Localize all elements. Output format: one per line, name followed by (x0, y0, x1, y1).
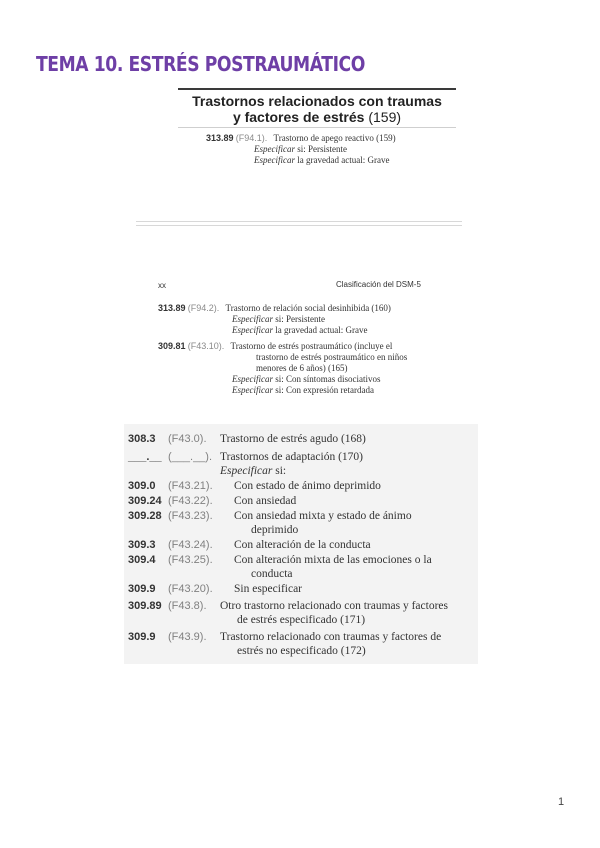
entry-adaptacion-sin-especificar (128, 582, 303, 596)
disorder-name: Con estado de ánimo deprimido (234, 480, 381, 492)
disorder-name-continued: trastorno de estrés postraumático en niños (256, 352, 408, 362)
icd-code: (F43.20). (168, 583, 213, 595)
specifier-text: si: Persistente (273, 314, 325, 324)
entry-adaptacion-deprimido (128, 479, 381, 493)
disorder-name: Trastornos de adaptación (170) (220, 451, 363, 463)
specifier-label: Especificar (254, 155, 295, 165)
disorder-name-continued: menores de 6 años) (165) (256, 363, 348, 373)
icd-code: (F43.25). (168, 554, 213, 566)
specifier-label: Especificar (220, 465, 273, 477)
scan-divider (136, 221, 462, 229)
disorder-name: Otro trastorno relacionado con traumas y factores (220, 600, 448, 612)
code: 308.3 (128, 433, 156, 445)
disorder-name: Sin especificar (234, 583, 303, 595)
header-page: (159) (368, 109, 402, 125)
specifier-label: Especificar (254, 144, 295, 154)
header-line-2: y factores de estrés (232, 109, 365, 125)
specifier-text: si: Con síntomas disociativos (273, 374, 381, 384)
icd-code: (F43.10). (187, 341, 225, 351)
specifier-label: Especificar (232, 325, 273, 335)
entry-adaptacion (128, 450, 363, 464)
code: 309.28 (128, 510, 162, 522)
specifier-line (232, 374, 381, 385)
disorder-name: Con alteración de la conducta (234, 539, 371, 551)
code: 309.24 (128, 495, 162, 507)
specifier-text: si: Con expresión retardada (273, 385, 374, 395)
entry-adaptacion-emociones (128, 553, 432, 567)
disorder-name-continued: de estrés especificado (171) (237, 614, 366, 626)
disorder-name: Trastorno de relación social desinhibida (160) (225, 303, 391, 313)
header-bottom-rule (178, 127, 456, 128)
entry-apego (206, 133, 396, 144)
disorder-name-continued: estrés no especificado (172) (237, 645, 366, 657)
specifier-line (232, 385, 374, 396)
code: 309.3 (128, 539, 156, 551)
code: 309.9 (128, 583, 156, 595)
icd-code: (F43.9). (168, 631, 207, 643)
page-running-title: Clasificación del DSM-5 (336, 280, 421, 289)
header-line-1: Trastornos relacionados con traumas (192, 93, 442, 109)
code: 309.4 (128, 554, 156, 566)
icd-code: (F43.8). (168, 600, 207, 612)
entry-otro-especificado (128, 599, 448, 613)
code: 309.9 (128, 631, 156, 643)
specifier-label: Especificar (232, 374, 273, 384)
entry-estres-agudo (128, 432, 366, 446)
page-number: 1 (558, 796, 565, 808)
section-header (178, 93, 456, 125)
page-marker: xx (158, 281, 166, 290)
specifier-text: la gravedad actual: Grave (273, 325, 368, 335)
icd-code: (F43.22). (168, 495, 213, 507)
disorder-name: Con alteración mixta de las emociones o la (234, 554, 432, 566)
specifier-label: Especificar (232, 314, 273, 324)
specifier-line (254, 155, 389, 166)
specifier-label: Especificar (232, 385, 273, 395)
document-title: TEMA 10. ESTRÉS POSTRAUMÁTICO (36, 52, 365, 76)
disorder-name: Trastorno de estrés postraumático (incluye el (230, 341, 393, 351)
code: 309.81 (158, 341, 186, 351)
code: 309.89 (128, 600, 162, 612)
disorder-name: Con ansiedad mixta y estado de ánimo (234, 510, 412, 522)
disorder-name-continued: deprimido (251, 524, 299, 536)
entry-desinhibida (158, 303, 391, 314)
icd-code: (F94.1). (235, 133, 268, 143)
specifier-line (220, 464, 286, 478)
entry-adaptacion-conducta (128, 538, 371, 552)
code: 309.0 (128, 480, 156, 492)
code: 313.89 (158, 303, 186, 313)
icd-code: (F43.21). (168, 480, 213, 492)
disorder-name: Trastorno de apego reactivo (159) (273, 133, 396, 143)
entry-adaptacion-mixta (128, 509, 412, 523)
icd-code: (F43.24). (168, 539, 213, 551)
disorder-name-continued: conducta (251, 568, 293, 580)
disorder-name: Trastorno relacionado con traumas y factores de (220, 631, 442, 643)
icd-code: (F94.2). (187, 303, 220, 313)
icd-code: (F43.0). (168, 433, 207, 445)
entry-no-especificado (128, 630, 442, 644)
specifier-line (254, 144, 347, 155)
specifier-line (232, 325, 367, 336)
disorder-name: Trastorno de estrés agudo (168) (220, 433, 366, 445)
header-top-rule (178, 88, 456, 90)
icd-code: (___.__). (168, 451, 213, 463)
code: 313.89 (206, 133, 234, 143)
specifier-text: si: Persistente (295, 144, 347, 154)
specifier-line (232, 314, 325, 325)
specifier-text: si: (272, 465, 287, 477)
disorder-name: Con ansiedad (234, 495, 297, 507)
specifier-text: la gravedad actual: Grave (295, 155, 390, 165)
icd-code: (F43.23). (168, 510, 213, 522)
entry-adaptacion-ansiedad (128, 494, 297, 508)
entry-tept (158, 341, 392, 352)
code: ___.__ (128, 451, 162, 463)
